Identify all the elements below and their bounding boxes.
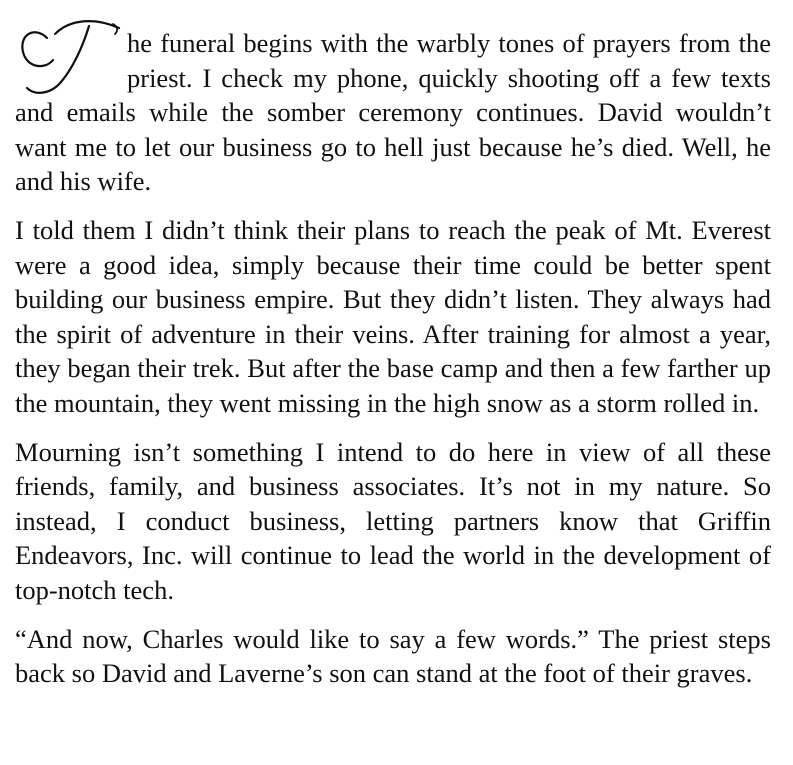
paragraph-2: I told them I didn’t think their plans to reach the peak of Mt. Everest were a good idea, simply because their time could be better spent building our business empire. But they didn’t listen. They always had the spirit of adventure in their veins. After training for almost a year, they began their trek. But after the base camp and then a few farther up the mountain, they went missing in the high snow as a storm rolled in.	[15, 214, 771, 418]
drop-cap	[11, 26, 127, 92]
paragraph-1	[15, 26, 771, 199]
drop-cap-script-t-icon	[11, 12, 127, 102]
paragraph-4: “And now, Charles would like to say a few words.” The priest steps back so David and Laverne’s son can stand at the foot of their graves.	[15, 623, 771, 689]
paragraph-3: Mourning isn’t something I intend to do here in view of all these friends, family, and business associates. It’s not in my nature. So instead, I conduct business, letting partners know that Griffin Endeavors, Inc. will continue to lead the world in the development of top-notch tech.	[15, 436, 771, 605]
document-page	[15, 26, 771, 705]
paragraph-1-text: he funeral begins with the warbly tones of prayers from the priest. I check my phone, quickly shooting off a few texts and emails while the somber ceremony continues. David wouldn’t want me to let our business go to hell just because he’s died. Well, he and his wife.	[15, 28, 771, 197]
